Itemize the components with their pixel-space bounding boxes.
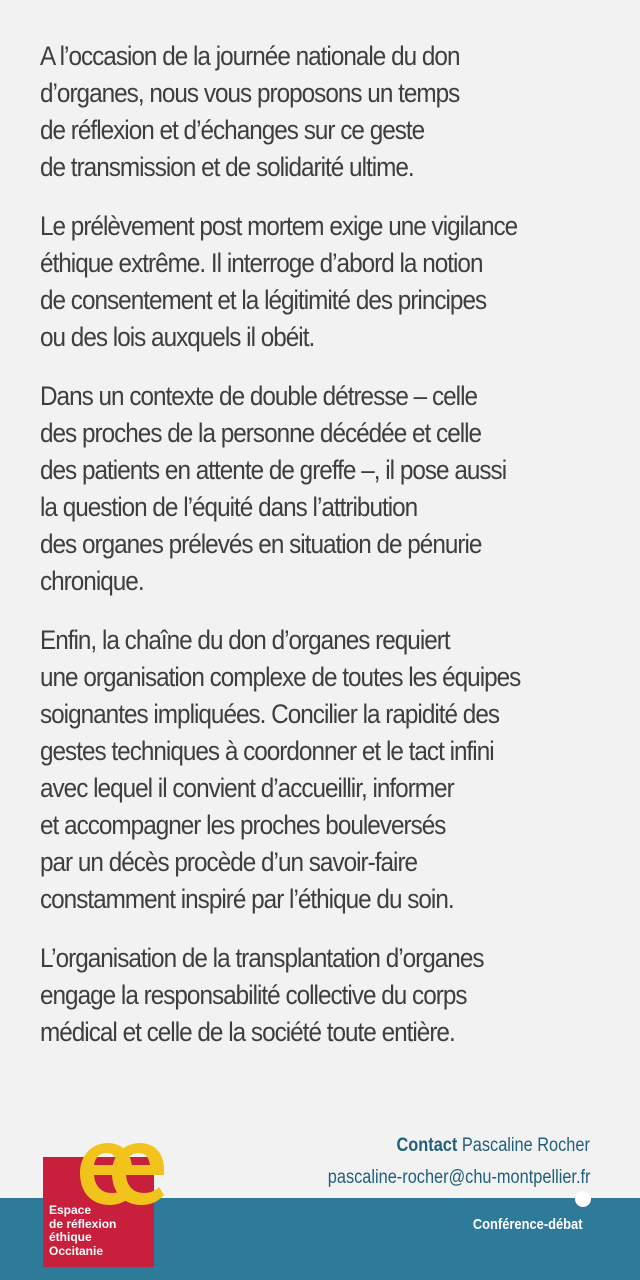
- logo-ee-mark: [76, 1137, 166, 1211]
- text-line: de réflexion et d’échanges sur ce geste: [40, 115, 425, 145]
- text-line: de consentement et la légitimité des principes: [40, 285, 487, 315]
- logo-text-line: Espace: [49, 1203, 92, 1217]
- logo-text-line: éthique: [49, 1230, 92, 1244]
- text-line: des proches de la personne décédée et celle: [40, 418, 482, 448]
- text-line: éthique extrême. Il interroge d’abord la notion: [40, 248, 483, 278]
- text-line: par un décès procède d’un savoir-faire: [40, 847, 418, 877]
- footer-dot: [575, 1191, 591, 1207]
- body-text: [40, 38, 600, 1073]
- text-line: des organes prélevés en situation de pénurie: [40, 529, 482, 559]
- text-line: L’organisation de la transplantation d’organes: [40, 943, 484, 973]
- contact-email-link[interactable]: pascaline-rocher@chu-montpellier.fr: [327, 1167, 590, 1188]
- text-line: soignantes impliquées. Concilier la rapidité des: [40, 699, 500, 729]
- text-line: A l’occasion de la journée nationale du don: [40, 41, 460, 71]
- contact-line: [397, 1135, 590, 1157]
- text-line: gestes techniques à coordonner et le tact infini: [40, 736, 494, 766]
- text-line: ou des lois auxquels il obéit.: [40, 322, 315, 352]
- paragraph-vigilance: [40, 208, 600, 356]
- contact-name: Pascaline Rocher: [461, 1135, 590, 1156]
- text-line: engage la responsabilité collective du corps: [40, 980, 467, 1010]
- logo-text-line: Occitanie: [49, 1243, 104, 1258]
- paragraph-chaine: [40, 622, 600, 918]
- paragraph-conclusion: [40, 940, 600, 1051]
- text-line: Enfin, la chaîne du don d’organes requiert: [40, 625, 450, 655]
- text-line: constamment inspiré par l’éthique du soin.: [40, 884, 454, 914]
- text-line: Dans un contexte de double détresse – celle: [40, 381, 478, 411]
- logo-text-line: de réflexion: [49, 1216, 117, 1231]
- paragraph-intro: [40, 38, 600, 186]
- text-line: Le prélèvement post mortem exige une vigilance: [40, 211, 518, 241]
- logo-text: [49, 1204, 116, 1258]
- text-line: médical et celle de la société toute entière.: [40, 1017, 455, 1047]
- text-line: d’organes, nous vous proposons un temps: [40, 78, 460, 108]
- text-line: et accompagner les proches bouleversés: [40, 810, 446, 840]
- event-type-label: Conférence-débat: [473, 1216, 583, 1233]
- text-line: avec lequel il convient d’accueillir, informer: [40, 773, 454, 803]
- text-line: des patients en attente de greffe –, il pose aussi: [40, 455, 507, 485]
- paragraph-detresse: [40, 378, 600, 600]
- text-line: chronique.: [40, 566, 144, 596]
- text-line: de transmission et de solidarité ultime.: [40, 152, 414, 182]
- text-line: la question de l’équité dans l’attribution: [40, 492, 418, 522]
- text-line: une organisation complexe de toutes les équipes: [40, 662, 521, 692]
- contact-label: Contact: [396, 1135, 458, 1156]
